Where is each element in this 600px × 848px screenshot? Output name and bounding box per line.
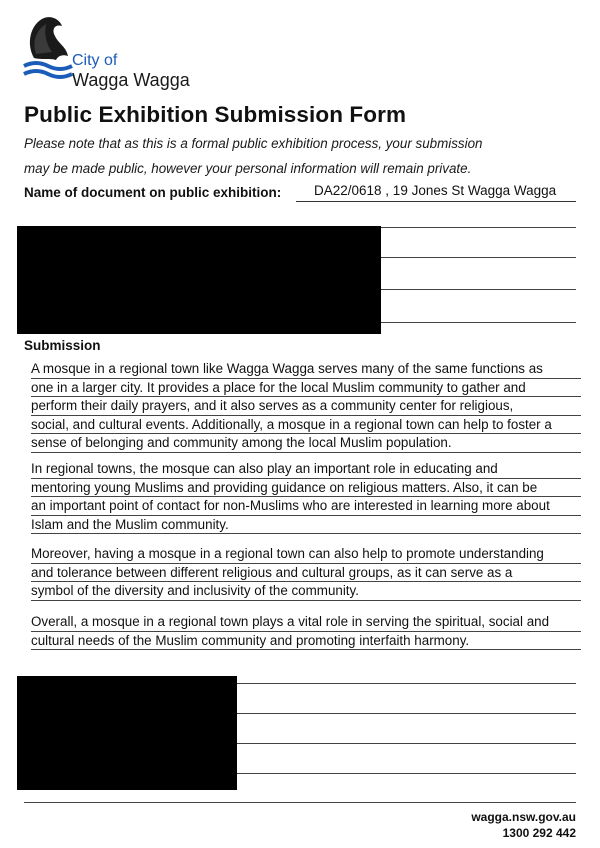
submission-paragraph-1[interactable] [31, 360, 581, 453]
submission-line: mentoring young Muslims and providing guidance on religious matters. Also, it can be [31, 479, 581, 498]
detail-field-line-4[interactable] [381, 322, 576, 323]
submission-line: sense of belonging and community among the local Muslim population. [31, 434, 581, 453]
submission-paragraph-2[interactable] [31, 460, 581, 534]
submission-line: perform their daily prayers, and it also serves as a community center for religious, [31, 397, 581, 416]
document-name-label: Name of document on public exhibition: [24, 185, 282, 200]
document-name-field[interactable]: DA22/0618 , 19 Jones St Wagga Wagga [296, 183, 576, 202]
submission-paragraph-4[interactable] [31, 613, 581, 650]
detail-field-line-3[interactable] [381, 289, 576, 290]
redacted-signature-details [17, 676, 237, 790]
logo-city-text: City of [72, 52, 118, 69]
logo-name-text: Wagga Wagga [72, 70, 190, 90]
submission-line: one in a larger city. It provides a place for the local Muslim community to gather and [31, 379, 581, 398]
submission-line: and tolerance between different religious and cultural groups, as it can serve as a [31, 564, 581, 583]
privacy-note-line-1: Please note that as this is a formal public exhibition process, your submission [24, 136, 483, 151]
submission-paragraph-3[interactable] [31, 545, 581, 601]
footer-phone[interactable]: 1300 292 442 [502, 826, 576, 840]
submission-line: an important point of contact for non-Muslims who are interested in learning more about [31, 497, 581, 516]
submission-line: A mosque in a regional town like Wagga Wagga serves many of the same functions as [31, 360, 581, 379]
signature-field-line-3[interactable] [237, 743, 576, 744]
detail-field-line-2[interactable] [381, 257, 576, 258]
signature-field-line-2[interactable] [237, 713, 576, 714]
form-title: Public Exhibition Submission Form [24, 102, 407, 127]
council-logo [22, 14, 200, 94]
footer-website[interactable]: wagga.nsw.gov.au [471, 810, 576, 824]
submission-label: Submission [24, 338, 101, 353]
submission-line: symbol of the diversity and inclusivity of the community. [31, 582, 581, 601]
redacted-personal-details [17, 226, 381, 334]
footer-divider [24, 802, 576, 803]
submission-line: Islam and the Muslim community. [31, 516, 581, 535]
submission-line: In regional towns, the mosque can also play an important role in educating and [31, 460, 581, 479]
privacy-note-line-2: may be made public, however your personal information will remain private. [24, 161, 472, 176]
document-name-row [24, 183, 576, 205]
signature-field-line-4[interactable] [237, 773, 576, 774]
submission-line: Overall, a mosque in a regional town plays a vital role in serving the spiritual, social and [31, 613, 581, 632]
submission-line: cultural needs of the Muslim community and promoting interfaith harmony. [31, 632, 581, 651]
signature-field-line-1[interactable] [237, 683, 576, 684]
submission-line: social, and cultural events. Additionally, a mosque in a regional town can help to foster a [31, 416, 581, 435]
detail-field-line-1[interactable] [381, 227, 576, 228]
submission-line: Moreover, having a mosque in a regional town can also help to promote understanding [31, 545, 581, 564]
